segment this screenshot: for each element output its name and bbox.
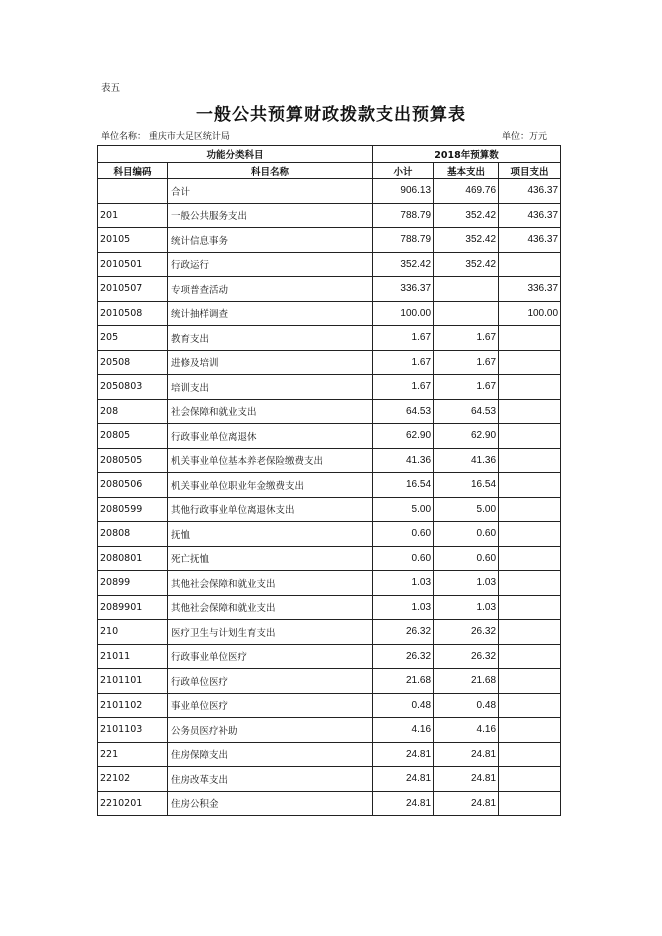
table-row (98, 595, 561, 620)
row-project-cell (499, 718, 561, 743)
table-row (98, 399, 561, 424)
row-name-cell: 其他行政事业单位离退休支出 (168, 497, 373, 522)
row-subtotal-cell: 16.54 (373, 473, 434, 498)
row-basic-cell: 1.03 (434, 571, 499, 596)
row-subtotal-cell: 41.36 (373, 448, 434, 473)
table-row (98, 791, 561, 816)
row-name-cell: 公务员医疗补助 (168, 718, 373, 743)
row-project-cell (499, 350, 561, 375)
row-basic-cell: 1.67 (434, 350, 499, 375)
row-project-cell (499, 742, 561, 767)
row-name-cell: 合计 (168, 179, 373, 204)
row-code-cell: 20899 (98, 571, 168, 596)
row-subtotal-cell: 0.60 (373, 522, 434, 547)
row-project-cell: 436.37 (499, 203, 561, 228)
table-row (98, 693, 561, 718)
row-basic-cell: 62.90 (434, 424, 499, 449)
row-subtotal-cell: 21.68 (373, 669, 434, 694)
row-code-cell: 21011 (98, 644, 168, 669)
row-project-cell (499, 644, 561, 669)
header-subtotal: 小计 (373, 163, 434, 179)
table-row (98, 448, 561, 473)
row-subtotal-cell: 24.81 (373, 767, 434, 792)
row-project-cell (499, 791, 561, 816)
row-code-cell: 2010508 (98, 301, 168, 326)
row-name-cell: 一般公共服务支出 (168, 203, 373, 228)
table-row (98, 473, 561, 498)
row-name-cell: 抚恤 (168, 522, 373, 547)
row-basic-cell: 64.53 (434, 399, 499, 424)
row-name-cell: 统计信息事务 (168, 228, 373, 253)
row-code-cell: 221 (98, 742, 168, 767)
table-row (98, 497, 561, 522)
table-row (98, 718, 561, 743)
row-name-cell: 医疗卫生与计划生育支出 (168, 620, 373, 645)
row-project-cell: 436.37 (499, 228, 561, 253)
row-code-cell: 2089901 (98, 595, 168, 620)
row-basic-cell: 1.67 (434, 326, 499, 351)
table-row (98, 669, 561, 694)
row-subtotal-cell: 1.67 (373, 350, 434, 375)
header-basic-expense: 基本支出 (434, 163, 499, 179)
row-subtotal-cell: 62.90 (373, 424, 434, 449)
row-basic-cell: 41.36 (434, 448, 499, 473)
row-name-cell: 事业单位医疗 (168, 693, 373, 718)
unit-name-label: 单位名称： 重庆市大足区统计局 (101, 132, 230, 142)
header-budget-year: 2018年预算数 (373, 146, 561, 163)
table-row (98, 620, 561, 645)
row-project-cell (499, 595, 561, 620)
row-basic-cell: 24.81 (434, 791, 499, 816)
row-basic-cell: 0.48 (434, 693, 499, 718)
row-project-cell (499, 448, 561, 473)
row-project-cell (499, 252, 561, 277)
currency-unit-label: 单位：万元 (502, 132, 548, 142)
row-subtotal-cell: 64.53 (373, 399, 434, 424)
row-project-cell (499, 693, 561, 718)
row-code-cell: 205 (98, 326, 168, 351)
row-subtotal-cell: 26.32 (373, 620, 434, 645)
row-project-cell: 100.00 (499, 301, 561, 326)
row-code-cell: 2010501 (98, 252, 168, 277)
row-name-cell: 机关事业单位职业年金缴费支出 (168, 473, 373, 498)
row-subtotal-cell: 0.48 (373, 693, 434, 718)
row-code-cell: 20508 (98, 350, 168, 375)
header-name: 科目名称 (168, 163, 373, 179)
table-row (98, 522, 561, 547)
row-name-cell: 机关事业单位基本养老保险缴费支出 (168, 448, 373, 473)
table-row (98, 228, 561, 253)
row-project-cell (499, 522, 561, 547)
row-subtotal-cell: 1.67 (373, 375, 434, 400)
budget-table (97, 145, 561, 816)
row-code-cell: 2010507 (98, 277, 168, 302)
table-row (98, 546, 561, 571)
row-subtotal-cell: 788.79 (373, 203, 434, 228)
row-subtotal-cell: 100.00 (373, 301, 434, 326)
row-project-cell (499, 375, 561, 400)
row-basic-cell: 16.54 (434, 473, 499, 498)
row-subtotal-cell: 1.03 (373, 571, 434, 596)
row-code-cell: 2080506 (98, 473, 168, 498)
row-basic-cell: 352.42 (434, 203, 499, 228)
table-row (98, 644, 561, 669)
row-project-cell (499, 546, 561, 571)
header-project-expense: 项目支出 (499, 163, 561, 179)
row-subtotal-cell: 4.16 (373, 718, 434, 743)
row-name-cell: 死亡抚恤 (168, 546, 373, 571)
row-subtotal-cell: 26.32 (373, 644, 434, 669)
row-basic-cell: 352.42 (434, 252, 499, 277)
row-basic-cell: 1.03 (434, 595, 499, 620)
row-subtotal-cell: 24.81 (373, 742, 434, 767)
row-basic-cell: 26.32 (434, 620, 499, 645)
row-basic-cell: 24.81 (434, 742, 499, 767)
row-code-cell: 20105 (98, 228, 168, 253)
row-project-cell (499, 399, 561, 424)
table-row (98, 301, 561, 326)
row-subtotal-cell: 0.60 (373, 546, 434, 571)
row-name-cell: 教育支出 (168, 326, 373, 351)
row-basic-cell: 5.00 (434, 497, 499, 522)
table-row (98, 252, 561, 277)
row-name-cell: 其他社会保障和就业支出 (168, 571, 373, 596)
row-code-cell: 2101103 (98, 718, 168, 743)
row-basic-cell: 21.68 (434, 669, 499, 694)
row-code-cell: 208 (98, 399, 168, 424)
table-row (98, 179, 561, 204)
table-row (98, 767, 561, 792)
row-project-cell (499, 424, 561, 449)
row-basic-cell (434, 277, 499, 302)
table-row (98, 277, 561, 302)
row-name-cell: 其他社会保障和就业支出 (168, 595, 373, 620)
row-project-cell: 336.37 (499, 277, 561, 302)
row-code-cell: 210 (98, 620, 168, 645)
row-name-cell: 行政事业单位医疗 (168, 644, 373, 669)
row-name-cell: 住房保障支出 (168, 742, 373, 767)
row-subtotal-cell: 788.79 (373, 228, 434, 253)
row-project-cell (499, 497, 561, 522)
row-code-cell: 2101102 (98, 693, 168, 718)
row-basic-cell: 26.32 (434, 644, 499, 669)
page-title: 一般公共预算财政拨款支出预算表 (196, 105, 466, 125)
row-project-cell (499, 473, 561, 498)
row-basic-cell: 4.16 (434, 718, 499, 743)
row-code-cell (98, 179, 168, 204)
row-basic-cell: 0.60 (434, 522, 499, 547)
table-row (98, 571, 561, 596)
header-function-category: 功能分类科目 (98, 146, 373, 163)
row-project-cell (499, 571, 561, 596)
row-name-cell: 行政单位医疗 (168, 669, 373, 694)
table-row (98, 326, 561, 351)
row-code-cell: 2080505 (98, 448, 168, 473)
row-code-cell: 20805 (98, 424, 168, 449)
row-name-cell: 统计抽样调查 (168, 301, 373, 326)
row-code-cell: 201 (98, 203, 168, 228)
row-code-cell: 2210201 (98, 791, 168, 816)
row-code-cell: 2080801 (98, 546, 168, 571)
table-number-label: 表五 (101, 83, 121, 94)
row-subtotal-cell: 24.81 (373, 791, 434, 816)
row-basic-cell: 1.67 (434, 375, 499, 400)
row-code-cell: 2101101 (98, 669, 168, 694)
row-project-cell (499, 620, 561, 645)
row-name-cell: 住房公积金 (168, 791, 373, 816)
table-row (98, 203, 561, 228)
row-subtotal-cell: 352.42 (373, 252, 434, 277)
row-name-cell: 行政事业单位离退休 (168, 424, 373, 449)
row-subtotal-cell: 906.13 (373, 179, 434, 204)
row-basic-cell: 469.76 (434, 179, 499, 204)
header-code: 科目编码 (98, 163, 168, 179)
row-project-cell (499, 767, 561, 792)
row-code-cell: 22102 (98, 767, 168, 792)
row-name-cell: 行政运行 (168, 252, 373, 277)
row-subtotal-cell: 1.03 (373, 595, 434, 620)
row-project-cell: 436.37 (499, 179, 561, 204)
table-row (98, 375, 561, 400)
table-row (98, 350, 561, 375)
row-code-cell: 2050803 (98, 375, 168, 400)
table-row (98, 424, 561, 449)
row-name-cell: 培训支出 (168, 375, 373, 400)
row-name-cell: 社会保障和就业支出 (168, 399, 373, 424)
row-project-cell (499, 326, 561, 351)
row-basic-cell: 352.42 (434, 228, 499, 253)
row-name-cell: 进修及培训 (168, 350, 373, 375)
row-subtotal-cell: 1.67 (373, 326, 434, 351)
row-name-cell: 专项普查活动 (168, 277, 373, 302)
row-code-cell: 20808 (98, 522, 168, 547)
row-subtotal-cell: 336.37 (373, 277, 434, 302)
row-basic-cell: 0.60 (434, 546, 499, 571)
row-basic-cell: 24.81 (434, 767, 499, 792)
table-row (98, 742, 561, 767)
row-code-cell: 2080599 (98, 497, 168, 522)
row-subtotal-cell: 5.00 (373, 497, 434, 522)
row-basic-cell (434, 301, 499, 326)
row-project-cell (499, 669, 561, 694)
row-name-cell: 住房改革支出 (168, 767, 373, 792)
